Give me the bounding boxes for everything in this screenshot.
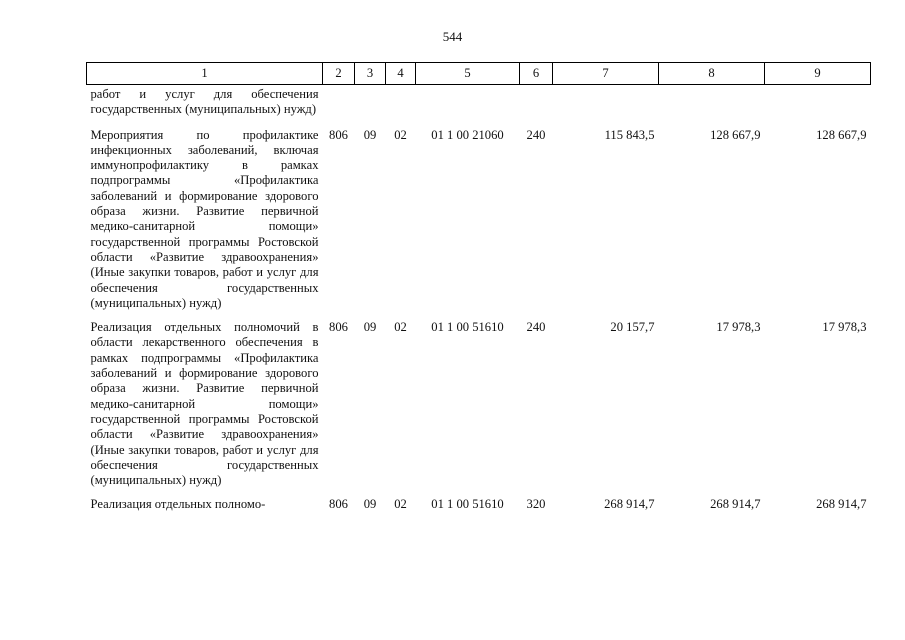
- amount-col-8: 128 667,9: [710, 127, 761, 142]
- amount-col-9: [765, 85, 871, 128]
- table-row: [87, 497, 871, 512]
- amount-col-7: 115 843,5: [604, 127, 655, 142]
- expense-type-code: 240: [526, 127, 546, 142]
- expense-type-code: 320: [526, 497, 546, 512]
- table-row: [87, 320, 871, 497]
- amount-col-7: 20 157,7: [610, 320, 655, 335]
- amount-col-8: [659, 85, 765, 128]
- section-code: 09: [363, 497, 377, 512]
- amount-col-9: 17 978,3: [822, 320, 867, 335]
- subsection-code: 02: [394, 320, 407, 335]
- amount-col-8: 17 978,3: [716, 320, 761, 335]
- amount-col-8: 268 914,7: [710, 497, 761, 512]
- table-row: [87, 85, 871, 128]
- col-header-9: 9: [765, 63, 871, 85]
- target-article-code: 01 1 00 21060: [431, 127, 504, 142]
- budget-table: [86, 62, 871, 513]
- section-code: 09: [363, 320, 377, 335]
- col-header-1: 1: [87, 63, 323, 85]
- col-header-4: 4: [386, 63, 416, 85]
- amount-col-9: 128 667,9: [816, 127, 867, 142]
- col-header-6: 6: [520, 63, 553, 85]
- ministry-code: 806: [329, 320, 348, 335]
- row-description: Мероприятия по профилактике инфекционных заболеваний, включая иммунопрофилактику в рамках подпрограммы «Профилактика заболеваний и формирование здорового образа жизни. Развитие первичной медико-санитарной помощи» государственной программы Ростовской области «Развитие здравоохранения» (Иные закупки товаров, работ и услуг для обеспечения государственных (муниципальных) нужд): [90, 127, 319, 310]
- col-header-7: 7: [553, 63, 659, 85]
- ministry-code: [323, 85, 355, 128]
- subsection-code: [386, 85, 416, 128]
- row-description: Реализация отдельных полномо-: [90, 497, 266, 512]
- amount-col-9: 268 914,7: [816, 497, 867, 512]
- expense-type-code: 240: [526, 320, 546, 335]
- amount-col-7: [553, 85, 659, 128]
- col-header-2: 2: [323, 63, 355, 85]
- target-article-code: [416, 85, 520, 128]
- page-number: 544: [442, 29, 463, 44]
- row-description: Реализация отдельных полномочий в области лекарственного обеспечения в рамках подпрограммы «Профилактика заболеваний и формирование здорового образа жизни. Развитие первичной медико-санитарной помощи» государственной программы Ростовской области «Развитие здравоохранения» (Иные закупки товаров, работ и услуг для обеспечения государственных (муниципальных) нужд): [90, 320, 319, 488]
- table-row: [87, 128, 871, 321]
- col-header-5: 5: [416, 63, 520, 85]
- target-article-code: 01 1 00 51610: [431, 497, 504, 512]
- target-article-code: 01 1 00 51610: [431, 320, 504, 335]
- row-description: работ и услуг для обеспечения государственных (муниципальных) нужд): [90, 87, 319, 117]
- section-code: [355, 85, 386, 128]
- col-header-8: 8: [659, 63, 765, 85]
- section-code: 09: [363, 127, 377, 142]
- ministry-code: 806: [329, 127, 348, 142]
- header-row: [87, 63, 871, 85]
- subsection-code: 02: [394, 497, 407, 512]
- col-header-3: 3: [355, 63, 386, 85]
- amount-col-7: 268 914,7: [604, 497, 655, 512]
- ministry-code: 806: [329, 497, 348, 512]
- expense-type-code: [520, 85, 553, 128]
- subsection-code: 02: [394, 127, 407, 142]
